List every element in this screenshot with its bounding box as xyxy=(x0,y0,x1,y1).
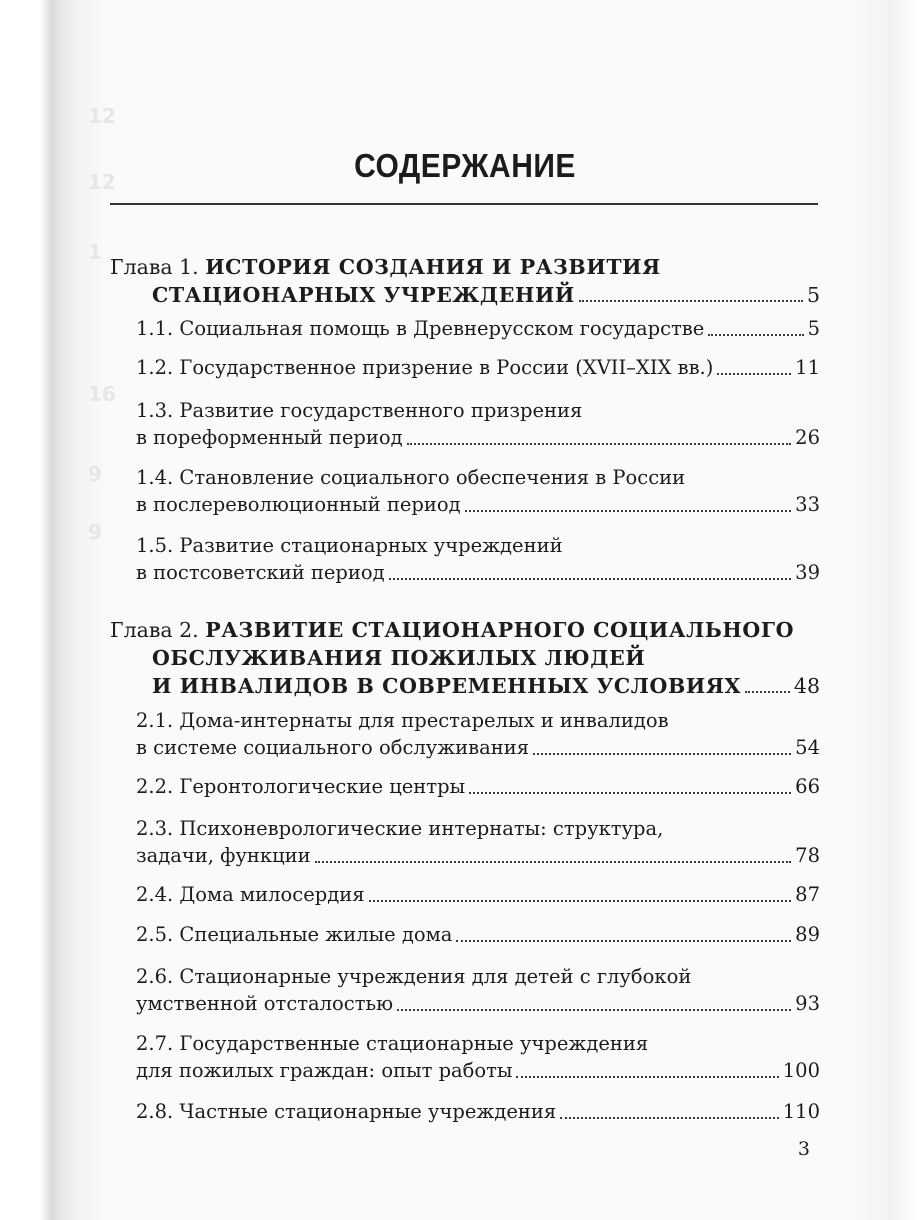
toc-entry-title: 2.7. Государственные стационарные учреждения xyxy=(136,1032,649,1055)
chapter-2-heading-line3[interactable] xyxy=(152,673,820,699)
toc-entry-title-cont: задачи, функции xyxy=(136,844,311,867)
toc-entry-title-cont: для пожилых граждан: опыт работы xyxy=(136,1059,513,1082)
toc-entry-title-cont: умственной отсталостью xyxy=(136,992,394,1015)
toc-entry-title: 1.5. Развитие стационарных учреждений xyxy=(136,534,563,557)
toc-entry-title: 1.3. Развитие государственного призрения xyxy=(136,399,583,422)
dot-leader xyxy=(469,792,791,794)
toc-entry-1-5-line2[interactable] xyxy=(136,560,820,586)
toc-entry-page: 11 xyxy=(795,356,820,379)
toc-entry-2-3-line2[interactable] xyxy=(136,843,820,869)
toc-entry-title: 2.4. Дома милосердия xyxy=(136,883,365,906)
dot-leader xyxy=(456,940,791,942)
toc-entry-2-5[interactable] xyxy=(136,922,820,948)
toc-entry-title: 2.2. Геронтологические центры xyxy=(136,775,466,798)
toc-entry-title: 2.8. Частные стационарные учреждения xyxy=(136,1100,557,1123)
chapter-1-title-part2: СТАЦИОНАРНЫХ УЧРЕЖДЕНИЙ xyxy=(152,283,575,307)
toc-entry-1-4-line1[interactable] xyxy=(136,465,685,491)
dot-leader xyxy=(389,578,792,580)
dot-leader xyxy=(708,334,803,336)
chapter-1-page: 5 xyxy=(806,283,820,307)
toc-entry-page: 89 xyxy=(795,923,820,946)
bleed-through-mark: 12 xyxy=(88,170,116,194)
chapter-1-title-part1: ИСТОРИЯ СОЗДАНИЯ И РАЗВИТИЯ xyxy=(205,255,661,279)
toc-entry-page: 5 xyxy=(807,317,820,340)
dot-leader xyxy=(579,300,803,302)
toc-entry-2-3-line1[interactable] xyxy=(136,816,663,842)
chapter-2-page: 48 xyxy=(793,674,820,698)
toc-entry-2-2[interactable] xyxy=(136,774,820,800)
toc-entry-page: 54 xyxy=(795,736,820,759)
toc-entry-title: 2.5. Специальные жилые дома xyxy=(136,923,453,946)
page-number: 3 xyxy=(797,1138,810,1160)
toc-entry-page: 93 xyxy=(795,992,820,1015)
toc-entry-1-3-line2[interactable] xyxy=(136,425,820,451)
chapter-1-heading-line2[interactable] xyxy=(152,282,820,308)
toc-entry-2-1-line2[interactable] xyxy=(136,735,820,761)
chapter-2-prefix: Глава 2. xyxy=(110,618,199,642)
toc-entry-title: 2.6. Стационарные учреждения для детей с глубокой xyxy=(136,965,692,988)
dot-leader xyxy=(516,1076,778,1078)
toc-entry-1-4-line2[interactable] xyxy=(136,492,820,518)
chapter-1-heading-line1[interactable] xyxy=(110,254,661,280)
toc-entry-2-6-line2[interactable] xyxy=(136,991,820,1017)
page-title: СОДЕРЖАНИЕ xyxy=(354,148,576,185)
toc-entry-2-1-line1[interactable] xyxy=(136,708,669,734)
toc-entry-page: 66 xyxy=(795,775,820,798)
toc-entry-2-8[interactable] xyxy=(136,1099,820,1125)
bleed-through-mark: 16 xyxy=(88,382,116,406)
toc-entry-2-4[interactable] xyxy=(136,882,820,908)
toc-entry-title: 1.4. Становление социального обеспечения в России xyxy=(136,466,686,489)
toc-entry-page: 100 xyxy=(782,1059,820,1082)
toc-entry-page: 110 xyxy=(782,1100,820,1123)
dot-leader xyxy=(745,691,790,693)
chapter-2-title-part2: ОБСЛУЖИВАНИЯ ПОЖИЛЫХ ЛЮДЕЙ xyxy=(152,646,646,670)
bleed-through-mark: 1 xyxy=(88,240,102,264)
toc-entry-2-6-line1[interactable] xyxy=(136,964,691,990)
bleed-through-mark: 12 xyxy=(88,104,116,128)
toc-entry-title-cont: в постсоветский период xyxy=(136,561,385,584)
bleed-through-mark: 9 xyxy=(88,462,102,486)
toc-entry-title-cont: в пореформенный период xyxy=(136,426,403,449)
toc-entry-1-5-line1[interactable] xyxy=(136,533,563,559)
chapter-2-heading-line1[interactable] xyxy=(110,617,794,643)
dot-leader xyxy=(560,1117,779,1119)
toc-entry-2-7-line2[interactable] xyxy=(136,1058,820,1084)
chapter-1-prefix: Глава 1. xyxy=(110,255,199,279)
chapter-2-title-part3: И ИНВАЛИДОВ В СОВРЕМЕННЫХ УСЛОВИЯХ xyxy=(152,674,742,698)
chapter-2-title-part1: РАЗВИТИЕ СТАЦИОНАРНОГО СОЦИАЛЬНОГО xyxy=(205,618,795,642)
dot-leader xyxy=(533,753,791,755)
dot-leader xyxy=(397,1009,791,1011)
toc-entry-title-cont: в системе социального обслуживания xyxy=(136,736,530,759)
toc-entry-page: 39 xyxy=(795,561,820,584)
toc-entry-title: 1.1. Социальная помощь в Древнерусском государстве xyxy=(136,317,705,340)
dot-leader xyxy=(717,373,791,375)
bleed-through-mark: 9 xyxy=(88,520,102,544)
toc-entry-page: 26 xyxy=(795,426,820,449)
dot-leader xyxy=(369,900,792,902)
dot-leader xyxy=(315,861,792,863)
toc-entry-title: 2.3. Психоневрологические интернаты: структура, xyxy=(136,817,664,840)
toc-entry-page: 33 xyxy=(795,493,820,516)
toc-entry-title: 2.1. Дома-интернаты для престарелых и инвалидов xyxy=(136,709,669,732)
toc-entry-title-cont: в послереволюционный период xyxy=(136,493,461,516)
toc-entry-page: 78 xyxy=(795,844,820,867)
toc-entry-2-7-line1[interactable] xyxy=(136,1031,648,1057)
dot-leader xyxy=(465,510,792,512)
toc-entry-title: 1.2. Государственное призрение в России (XVII–XIX вв.) xyxy=(136,356,714,379)
dot-leader xyxy=(407,443,792,445)
toc-entry-page: 87 xyxy=(795,883,820,906)
toc-entry-1-2[interactable] xyxy=(136,355,820,381)
toc-entry-1-3-line1[interactable] xyxy=(136,398,582,424)
chapter-2-heading-line2[interactable] xyxy=(152,645,645,671)
toc-entry-1-1[interactable] xyxy=(136,316,820,342)
